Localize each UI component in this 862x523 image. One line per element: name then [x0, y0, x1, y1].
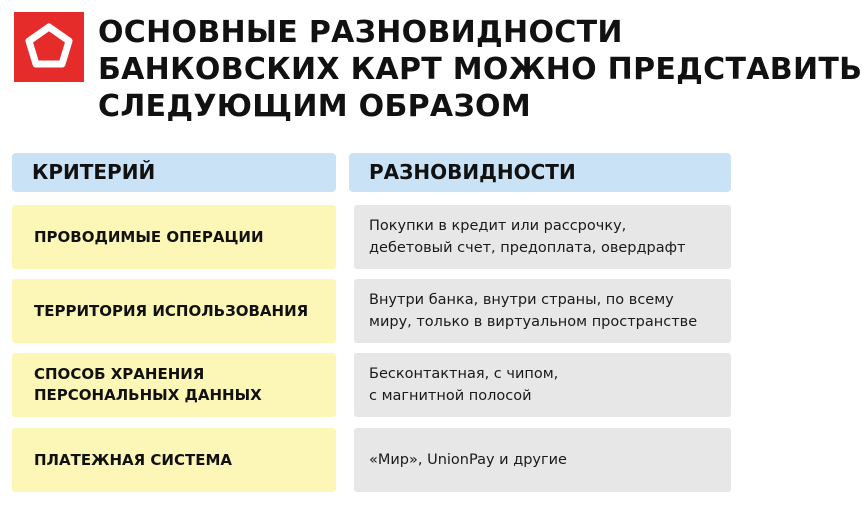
header-variants: РАЗНОВИДНОСТИ [349, 153, 731, 192]
criterion-cell [12, 279, 336, 343]
pentagon-logo-icon [14, 12, 84, 82]
variants-cell [354, 353, 731, 417]
variants-text: «Мир», UnionPay и другие [369, 452, 567, 468]
criterion-cell [12, 205, 336, 269]
variants-text: Внутри банка, внутри страны, по всему миру, только в виртуальном пространстве [369, 292, 698, 330]
title-line-2: БАНКОВСКИХ КАРТ МОЖНО ПРЕДСТАВИТЬ [98, 52, 862, 87]
criterion-label: ПРОВОДИМЫЕ ОПЕРАЦИИ [34, 227, 264, 246]
criterion-label: ПЛАТЕЖНАЯ СИСТЕМА [34, 450, 232, 469]
page-title [98, 14, 862, 125]
title-line-1: ОСНОВНЫЕ РАЗНОВИДНОСТИ [98, 15, 623, 50]
variants-cell [354, 205, 731, 269]
criterion-cell [12, 353, 336, 417]
criterion-label: СПОСОБ ХРАНЕНИЯ ПЕРСОНАЛЬНЫХ ДАННЫХ [34, 365, 262, 404]
criterion-cell [12, 428, 336, 492]
variants-text: Бесконтактная, с чипом, с магнитной полосой [369, 366, 559, 404]
title-line-3: СЛЕДУЮЩИМ ОБРАЗОМ [98, 89, 532, 124]
variants-text: Покупки в кредит или рассрочку, дебетовый счет, предоплата, овердрафт [369, 218, 686, 256]
header-criterion: КРИТЕРИЙ [12, 153, 336, 192]
variants-cell [354, 428, 731, 492]
variants-cell [354, 279, 731, 343]
criterion-label: ТЕРРИТОРИЯ ИСПОЛЬЗОВАНИЯ [34, 301, 309, 320]
